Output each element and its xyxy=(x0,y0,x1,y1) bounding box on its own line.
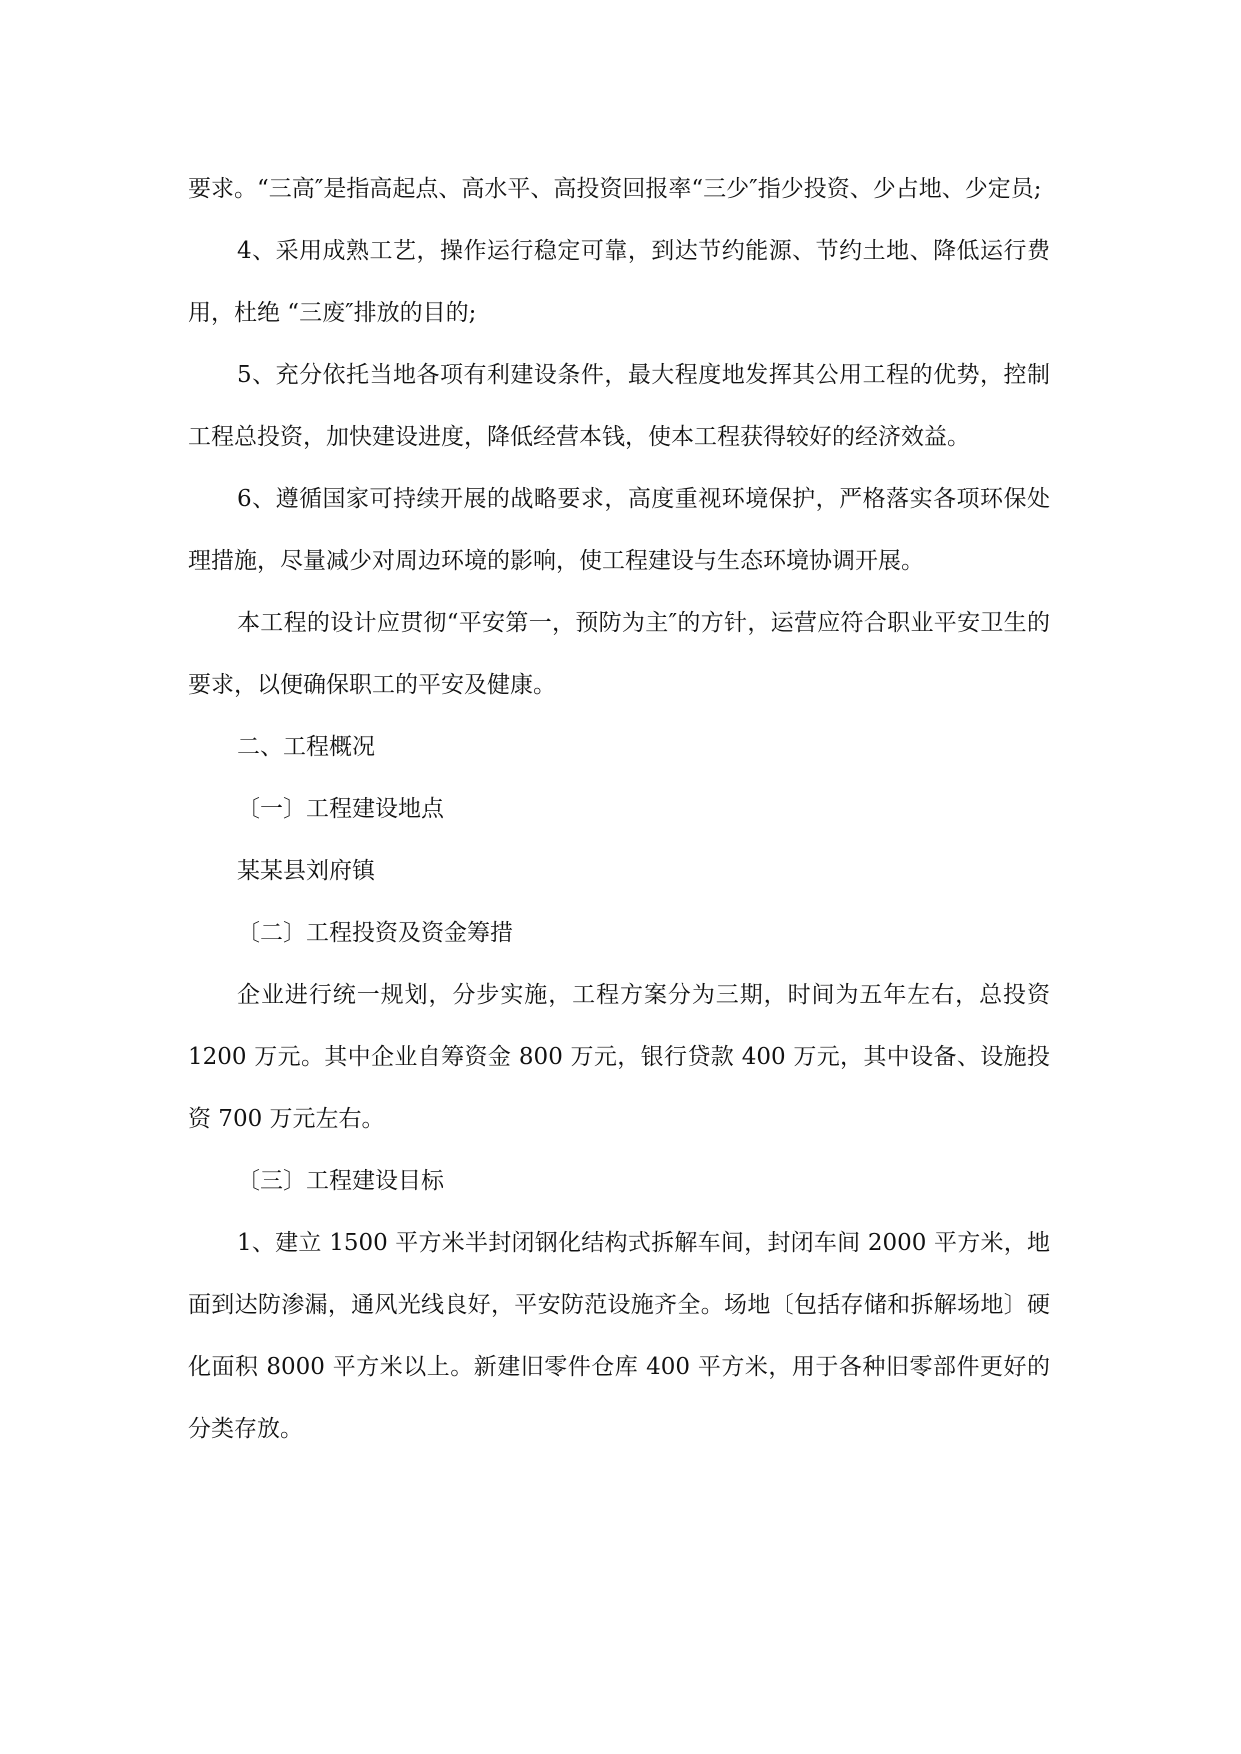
paragraph-item-6: 6、遵循国家可持续开展的战略要求，高度重视环境保护，严格落实各项环保处理措施，尽量减少对周边环境的影响，使工程建设与生态环境协调开展。 xyxy=(188,486,1050,574)
paragraph-item-4: 4、采用成熟工艺，操作运行稳定可靠，到达节约能源、节约土地、降低运行费用，杜绝 “三废″排放的目的; xyxy=(188,238,1050,326)
document-body xyxy=(188,158,1058,1460)
paragraph-investment-details: 企业进行统一规划，分步实施，工程方案分为三期，时间为五年左右，总投资 1200 万元。其中企业自筹资金 800 万元，银行贷款 400 万元，其中设备、设施投资 700 万元左右。 xyxy=(188,982,1058,1132)
paragraph-location: 某某县刘府镇 xyxy=(237,858,375,884)
paragraph-safety-policy: 本工程的设计应贯彻“平安第一，预防为主″的方针，运营应符合职业平安卫生的要求，以便确保职工的平安及健康。 xyxy=(188,610,1050,698)
paragraph-goal-1: 1、建立 1500 平方米半封闭钢化结构式拆解车间，封闭车间 2000 平方米，地面到达防渗漏，通风光线良好，平安防范设施齐全。场地〔包括存储和拆解场地〕硬化面积 8000 平方米以上。新建旧零件仓库 400 平方米，用于各种旧零部件更好的分类存放。 xyxy=(188,1230,1050,1442)
subheading-investment-funding: 〔二〕工程投资及资金筹措 xyxy=(237,920,513,946)
section-heading-project-overview: 二、工程概况 xyxy=(237,734,375,760)
subheading-construction-goals: 〔三〕工程建设目标 xyxy=(237,1168,444,1194)
paragraph-item-5: 5、充分依托当地各项有利建设条件，最大程度地发挥其公用工程的优势，控制工程总投资，加快建设进度，降低经营本钱，使本工程获得较好的经济效益。 xyxy=(188,362,1050,450)
subheading-construction-site: 〔一〕工程建设地点 xyxy=(237,796,444,822)
paragraph-requirements-continued: 要求。“三高″是指高起点、高水平、高投资回报率“三少″指少投资、少占地、少定员; xyxy=(188,176,1042,202)
